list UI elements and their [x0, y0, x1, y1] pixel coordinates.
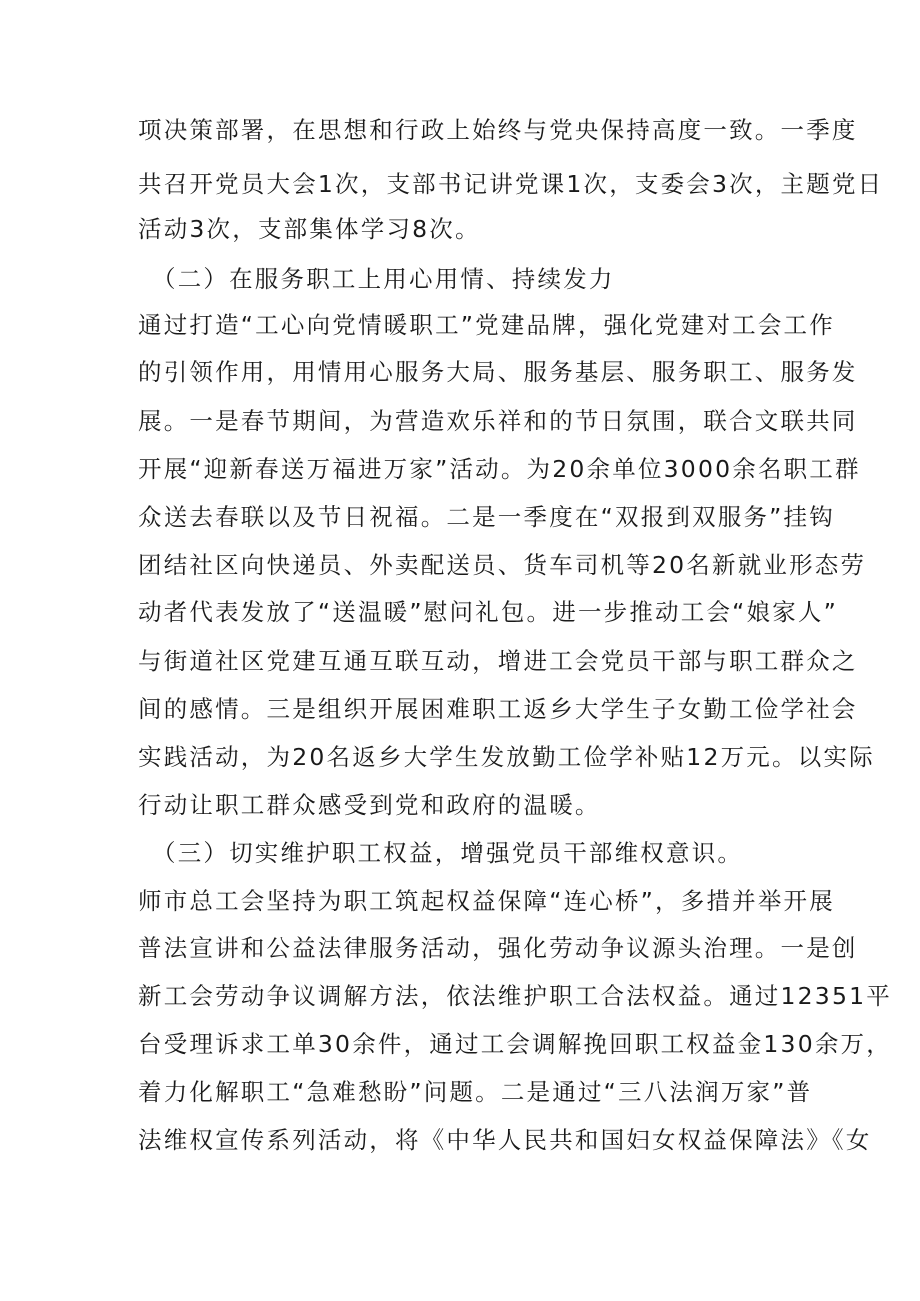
- text-line: 普法宣讲和公益法律服务活动，强化劳动争议源头治理。一是创: [138, 934, 858, 962]
- text-line: 间的感情。三是组织开展困难职工返乡大学生子女勤工俭学社会: [138, 695, 858, 723]
- section-heading: （三）切实维护职工权益，增强党员干部维权意识。: [152, 839, 744, 867]
- section-heading: （二）在服务职工上用心用情、持续发力: [152, 265, 615, 293]
- text-line: 开展“迎新春送万福进万家”活动。为20余单位3000余名职工群: [138, 455, 861, 483]
- text-line: 展。一是春节期间，为营造欢乐祥和的节日氛围，联合文联共同: [138, 407, 858, 435]
- text-line: 实践活动，为20名返乡大学生发放勤工俭学补贴12万元。以实际: [138, 743, 875, 771]
- text-line: 动者代表发放了“送温暖”慰问礼包。进一步推动工会“娘家人”: [138, 598, 838, 626]
- text-line: 着力化解职工“急难愁盼”问题。二是通过“三八法润万家”普: [138, 1078, 813, 1106]
- text-line: 共召开党员大会1次，支部书记讲党课1次，支委会3次，主题党日: [138, 170, 884, 198]
- text-line: 众送去春联以及节日祝福。二是一季度在“双报到双服务”挂钩: [138, 503, 835, 531]
- text-line: 新工会劳动争议调解方法，依法维护职工合法权益。通过12351平: [138, 982, 892, 1010]
- text-line: 法维权宣传系列活动，将《中华人民共和国妇女权益保障法》《女: [138, 1126, 872, 1154]
- text-line: 行动让职工群众感受到党和政府的温暖。: [138, 791, 601, 819]
- text-line: 台受理诉求工单30余件，通过工会调解挽回职工权益金130余万，: [138, 1030, 892, 1058]
- text-line: 项决策部署，在思想和行政上始终与党央保持高度一致。一季度: [138, 116, 858, 144]
- text-line: 活动3次，支部集体学习8次。: [138, 215, 481, 243]
- text-line: 通过打造“工心向党情暖职工”党建品牌，强化党建对工会工作: [138, 311, 835, 339]
- text-line: 师市总工会坚持为职工筑起权益保障“连心桥”，多措并举开展: [138, 887, 835, 915]
- text-line: 与街道社区党建互通互联互动，增进工会党员干部与职工群众之: [138, 647, 858, 675]
- text-line: 团结社区向快递员、外卖配送员、货车司机等20名新就业形态劳: [138, 551, 867, 579]
- text-line: 的引领作用，用情用心服务大局、服务基层、服务职工、服务发: [138, 358, 858, 386]
